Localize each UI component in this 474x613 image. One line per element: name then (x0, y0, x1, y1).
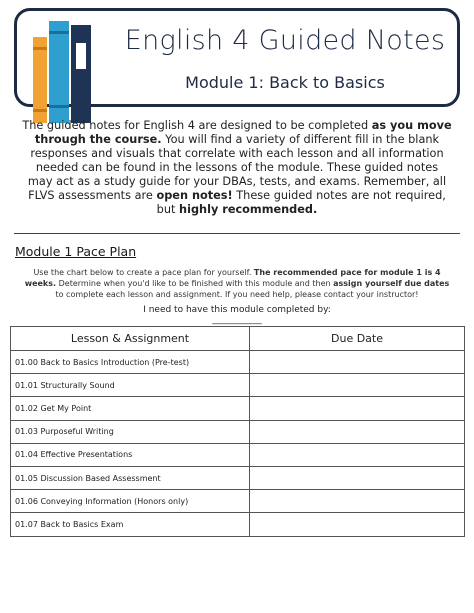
due-date-cell[interactable] (250, 374, 465, 397)
due-date-cell[interactable] (250, 420, 465, 443)
table-row (11, 443, 465, 466)
lesson-cell: 01.07 Back to Basics Exam (11, 513, 250, 536)
lesson-cell: 01.02 Get My Point (11, 397, 250, 420)
module-subtitle: Module 1: Back to Basics (185, 73, 385, 92)
lesson-cell: 01.05 Discussion Based Assessment (11, 466, 250, 489)
table-row (11, 397, 465, 420)
pace-plan-instructions: Use the chart below to create a pace plan for yourself. The recommended pace for module 1 is 4 weeks. Determine when you'd like to be finished with this module and then assign yourself due dates to complete each lesson and assignment. If you need help, please contact your instructor! (24, 268, 450, 299)
due-date-cell[interactable] (250, 443, 465, 466)
pace-plan-table (10, 326, 465, 537)
due-date-cell[interactable] (250, 490, 465, 513)
completion-date-field[interactable]: I need to have this module completed by: ___________ (143, 305, 331, 325)
column-header-due-date: Due Date (250, 327, 465, 351)
table-row (11, 466, 465, 489)
lesson-cell: 01.06 Conveying Information (Honors only) (11, 490, 250, 513)
table-row (11, 374, 465, 397)
pace-plan-heading: Module 1 Pace Plan (15, 244, 137, 259)
intro-paragraph: The guided notes for English 4 are designed to be completed as you move through the course. You will find a variety of different fill in the blank responses and visuals that correlate with each lesson and all information needed can be found in the lessons of the module. These guided notes may act as a study guide for your DBAs, tests, and exams. Remember, all FLVS assessments are open notes! These guided notes are not required, but highly recommended. (22, 119, 452, 216)
column-header-lesson: Lesson & Assignment (11, 327, 250, 351)
lesson-cell: 01.00 Back to Basics Introduction (Pre-test) (11, 351, 250, 374)
table-row (11, 490, 465, 513)
due-date-cell[interactable] (250, 397, 465, 420)
books-icon (27, 13, 103, 125)
table-row (11, 513, 465, 536)
table-row (11, 420, 465, 443)
due-date-cell[interactable] (250, 513, 465, 536)
lesson-cell: 01.04 Effective Presentations (11, 443, 250, 466)
due-date-cell[interactable] (250, 351, 465, 374)
header-box (14, 8, 460, 107)
table-header-row (11, 327, 465, 351)
page-title: English 4 Guided Notes (124, 25, 446, 56)
lesson-cell: 01.01 Structurally Sound (11, 374, 250, 397)
due-date-cell[interactable] (250, 466, 465, 489)
section-divider (14, 233, 460, 234)
lesson-cell: 01.03 Purposeful Writing (11, 420, 250, 443)
table-row (11, 351, 465, 374)
